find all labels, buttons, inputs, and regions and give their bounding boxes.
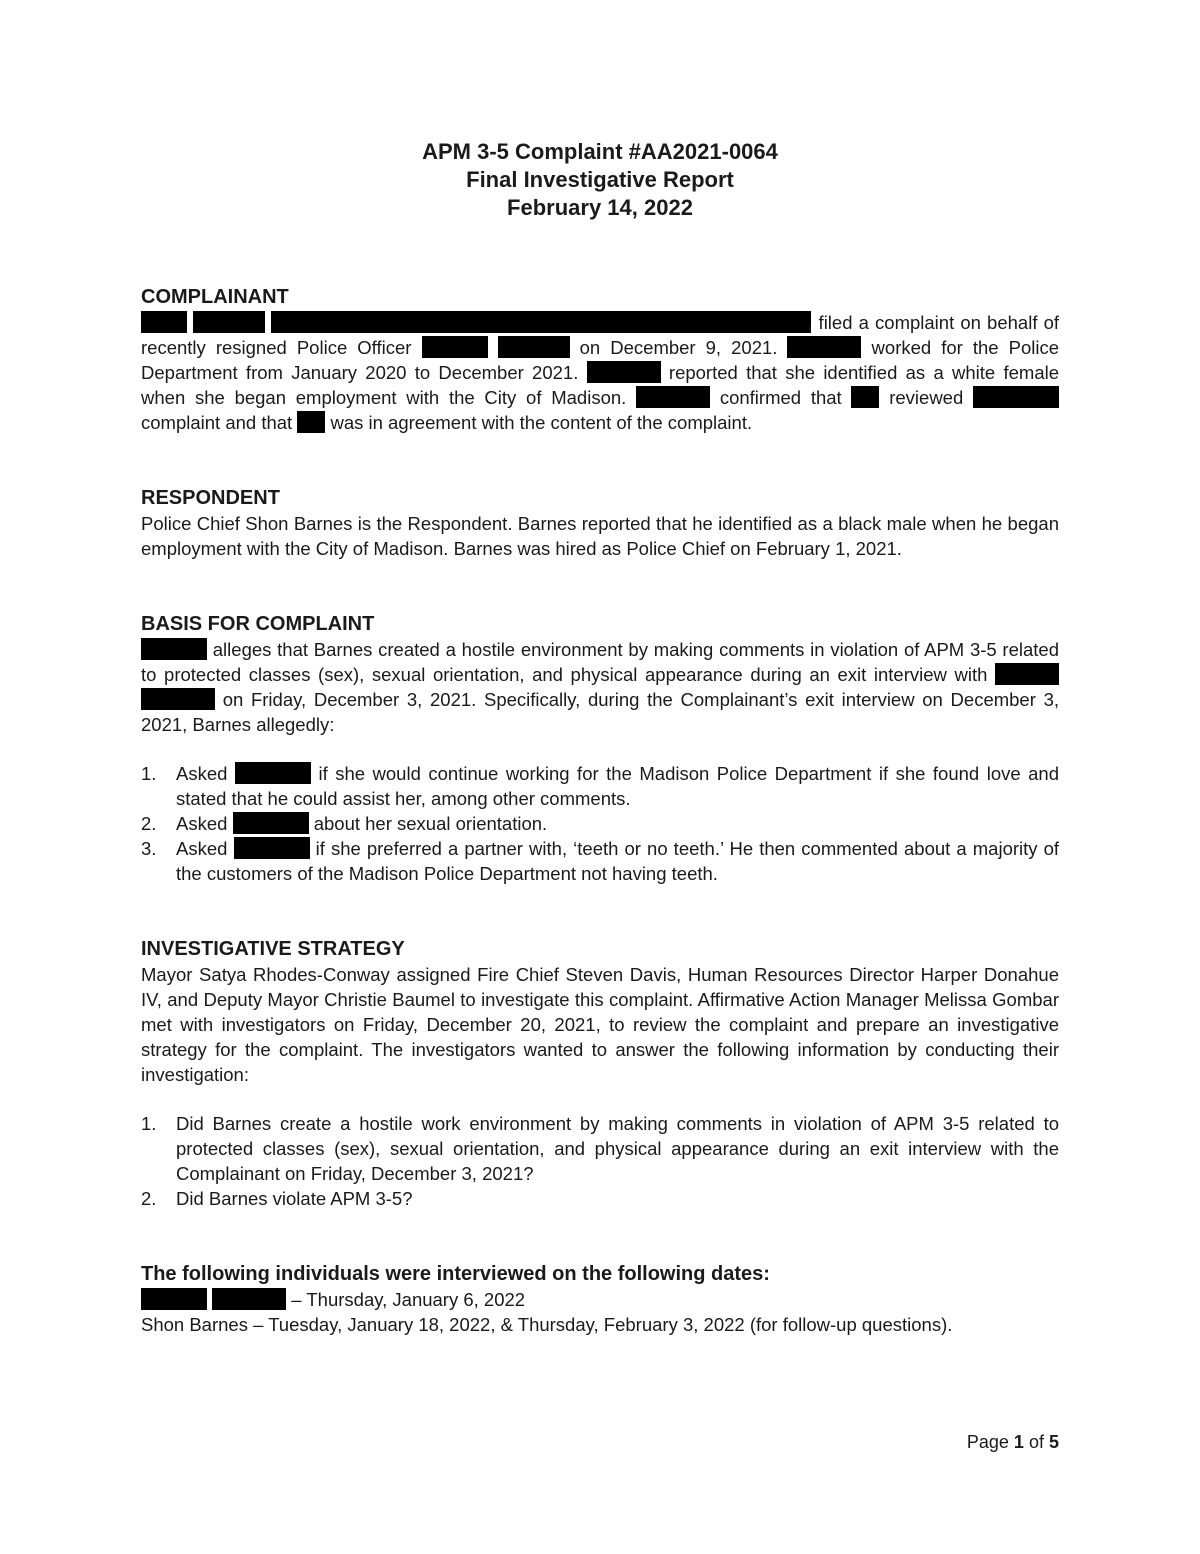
document-page — [141, 138, 1059, 1337]
redaction-block — [233, 812, 309, 834]
redaction-block — [141, 311, 187, 333]
strategy-section — [141, 936, 1059, 1211]
redaction-block — [498, 336, 570, 358]
redaction-block — [234, 837, 310, 859]
complainant-paragraph: , filed a complaint on behalf of recently resigned Police Officer on December 9, 2021. worked for the Police Department from January 2020 to December 2021. reported that she identified as a white female when she began employment with the City of Madison. confirmed that reviewed complaint and that was in agreement with the content of the complaint. — [141, 312, 1060, 433]
redaction-block — [973, 386, 1059, 408]
redaction-block — [141, 688, 215, 710]
redaction-block — [141, 1288, 207, 1310]
list-item: 2. Did Barnes violate APM 3-5? — [141, 1188, 413, 1209]
interviews-section — [141, 1261, 1059, 1337]
respondent-heading: RESPONDENT — [141, 487, 280, 509]
respondent-section — [141, 485, 1059, 561]
title-report-type: Final Investigative Report — [466, 167, 734, 192]
complainant-heading: COMPLAINANT — [141, 286, 289, 308]
respondent-paragraph: Police Chief Shon Barnes is the Respondent. Barnes reported that he identified as a black male when he began employment with the City of Madison. Barnes was hired as Police Chief on February 1, 2021. — [141, 513, 1059, 559]
list-item: 3. Asked if she preferred a partner with, ‘teeth or no teeth.’ He then commented about a majority of the customers of the Madison Police Department not having teeth. — [141, 838, 1060, 884]
redaction-block — [787, 336, 861, 358]
basis-heading: BASIS FOR COMPLAINT — [141, 613, 375, 635]
redaction-block — [636, 386, 710, 408]
list-item: 2. Asked about her sexual orientation. — [141, 813, 548, 834]
basis-section — [141, 611, 1059, 886]
questions-list — [141, 1111, 1059, 1211]
title-date: February 14, 2022 — [507, 195, 693, 220]
interview-line: Shon Barnes – Tuesday, January 18, 2022, & Thursday, February 3, 2022 (for follow-up questions). — [141, 1314, 953, 1335]
redaction-block — [141, 638, 207, 660]
redaction-block — [422, 336, 488, 358]
redaction-block — [851, 386, 879, 408]
redaction-block — [235, 762, 311, 784]
redaction-block — [587, 361, 661, 383]
strategy-paragraph: Mayor Satya Rhodes-Conway assigned Fire Chief Steven Davis, Human Resources Director Harper Donahue IV, and Deputy Mayor Christie Baumel to investigate this complaint. Affirmative Action Manager Melissa Gombar met with investigators on Friday, December 20, 2021, to review the complaint and prepare an investigative strategy for the complaint. The investigators wanted to answer the following information by conducting their investigation: — [141, 964, 1059, 1085]
list-item: 1. Asked if she would continue working for the Madison Police Department if she found love and stated that he could assist her, among other comments. — [141, 763, 1060, 809]
redaction-block — [271, 311, 811, 333]
list-item: 1. Did Barnes create a hostile work environment by making comments in violation of APM 3-5 related to protected classes (sex), sexual orientation, and physical appearance during an exit interview with the Complainant on Friday, December 3, 2021? — [141, 1113, 1059, 1184]
allegations-list — [141, 761, 1059, 886]
title-complaint-number: APM 3-5 Complaint #AA2021-0064 — [422, 139, 778, 164]
redaction-block — [212, 1288, 286, 1310]
interviews-heading: The following individuals were interviewed on the following dates: — [141, 1263, 770, 1285]
report-title — [141, 138, 1059, 222]
strategy-heading: INVESTIGATIVE STRATEGY — [141, 938, 405, 960]
redaction-block — [995, 663, 1059, 685]
interview-line: – Thursday, January 6, 2022 — [141, 1287, 1059, 1312]
basis-paragraph: alleges that Barnes created a hostile environment by making comments in violation of APM 3-5 related to protected classes (sex), sexual orientation, and physical appearance during an exit interview with on Friday, December 3, 2021. Specifically, during the Complainant’s exit interview on December 3, 2021, Barnes allegedly: — [141, 639, 1060, 735]
complainant-section — [141, 284, 1059, 435]
redaction-block — [297, 411, 325, 433]
page-number: Page 1 of 5 — [966, 1432, 1059, 1452]
redaction-block — [193, 311, 265, 333]
